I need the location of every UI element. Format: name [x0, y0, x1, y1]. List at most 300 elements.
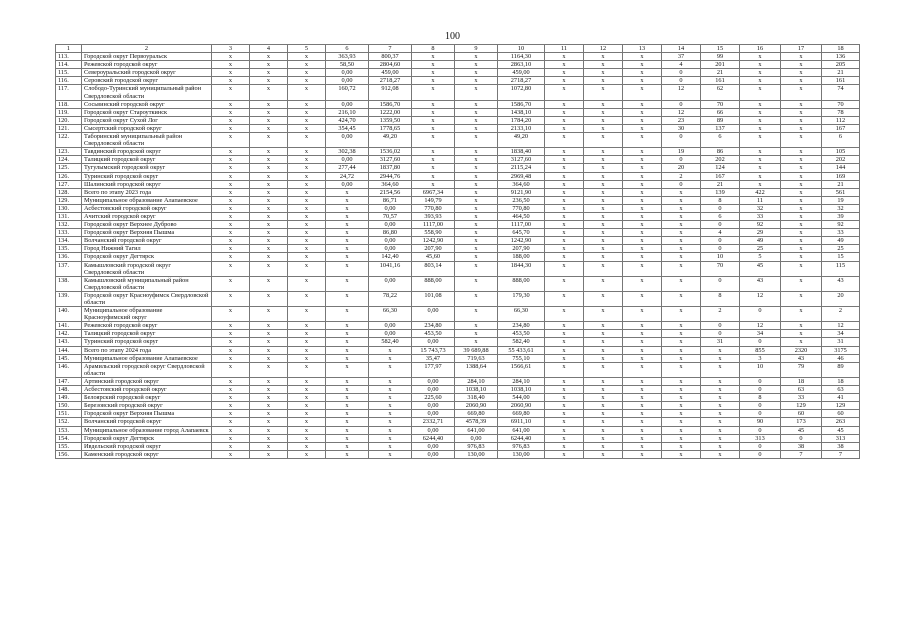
table-cell: 0,00 — [369, 322, 412, 330]
table-cell: x — [701, 394, 740, 402]
table-cell: 38 — [822, 442, 860, 450]
row-number: 135. — [56, 245, 82, 253]
table-cell: 0,00 — [412, 377, 455, 385]
row-number: 150. — [56, 402, 82, 410]
table-cell: 800,37 — [369, 53, 412, 61]
table-cell: x — [740, 61, 781, 69]
column-header: 16 — [740, 45, 781, 53]
table-cell: 167 — [701, 172, 740, 180]
table-cell: x — [212, 53, 250, 61]
table-cell: x — [701, 410, 740, 418]
table-row — [56, 402, 860, 410]
row-number: 125. — [56, 164, 82, 172]
table-cell: 18 — [781, 377, 822, 385]
table-cell: x — [545, 346, 584, 354]
table-cell: x — [412, 85, 455, 100]
table-cell: x — [250, 204, 288, 212]
table-cell: 318,40 — [455, 394, 498, 402]
column-header: 6 — [326, 45, 369, 53]
table-cell: x — [455, 148, 498, 156]
table-cell: 1838,40 — [498, 148, 545, 156]
table-cell: x — [250, 442, 288, 450]
table-cell: x — [326, 394, 369, 402]
row-number: 116. — [56, 77, 82, 85]
table-cell: x — [369, 386, 412, 394]
table-cell: x — [545, 85, 584, 100]
table-cell: x — [288, 124, 326, 132]
table-cell: x — [584, 229, 623, 237]
table-cell: 38 — [781, 442, 822, 450]
table-cell: x — [455, 53, 498, 61]
table-cell: x — [212, 61, 250, 69]
table-cell: 32 — [740, 204, 781, 212]
table-cell: x — [545, 253, 584, 261]
table-cell: x — [662, 221, 701, 229]
table-row — [56, 77, 860, 85]
table-cell: 12 — [740, 291, 781, 306]
table-cell: x — [701, 377, 740, 385]
municipality-name: Город Нижний Тагил — [82, 245, 212, 253]
table-row — [56, 148, 860, 156]
table-cell: x — [584, 156, 623, 164]
table-cell: x — [740, 124, 781, 132]
table-cell: x — [662, 212, 701, 220]
table-cell: x — [326, 212, 369, 220]
table-cell: x — [288, 434, 326, 442]
table-cell: 179,30 — [498, 291, 545, 306]
table-cell: x — [212, 386, 250, 394]
table-cell: 112 — [822, 116, 860, 124]
table-cell: x — [545, 237, 584, 245]
table-cell: x — [781, 172, 822, 180]
table-cell: x — [212, 124, 250, 132]
table-cell: 1566,61 — [498, 362, 545, 377]
row-number: 145. — [56, 354, 82, 362]
table-cell: x — [781, 261, 822, 276]
municipality-name: Сосьвинский городской округ — [82, 100, 212, 108]
table-cell: 160,72 — [326, 85, 369, 100]
table-cell: 29 — [740, 229, 781, 237]
table-cell: x — [250, 450, 288, 458]
table-cell: 284,10 — [498, 377, 545, 385]
table-cell: x — [250, 276, 288, 291]
table-cell: x — [584, 402, 623, 410]
table-cell: 1438,10 — [498, 108, 545, 116]
table-cell: x — [250, 330, 288, 338]
table-cell: 55 433,61 — [498, 346, 545, 354]
table-cell: x — [545, 426, 584, 434]
table-cell: 0,00 — [412, 386, 455, 394]
table-cell: 561 — [822, 188, 860, 196]
table-cell: 888,00 — [498, 276, 545, 291]
table-cell: 78,22 — [369, 291, 412, 306]
table-cell: x — [584, 377, 623, 385]
table-cell: 21 — [701, 69, 740, 77]
table-cell: x — [250, 116, 288, 124]
page-number: 100 — [445, 31, 460, 42]
table-cell: x — [455, 100, 498, 108]
table-cell: 0 — [740, 442, 781, 450]
table-cell: 1586,70 — [498, 100, 545, 108]
table-cell: x — [455, 133, 498, 148]
table-cell: x — [623, 307, 662, 322]
table-cell: 11 — [740, 196, 781, 204]
table-cell: x — [623, 410, 662, 418]
table-cell: x — [623, 442, 662, 450]
table-cell: x — [212, 180, 250, 188]
table-cell: x — [545, 338, 584, 346]
table-cell: x — [662, 253, 701, 261]
table-cell: x — [623, 330, 662, 338]
table-cell: x — [623, 221, 662, 229]
column-header: 13 — [623, 45, 662, 53]
table-cell: x — [623, 362, 662, 377]
table-cell: x — [326, 354, 369, 362]
table-cell: 0,00 — [455, 434, 498, 442]
table-cell: 15 743,73 — [412, 346, 455, 354]
table-cell: x — [412, 53, 455, 61]
table-cell: x — [212, 322, 250, 330]
table-cell: x — [212, 156, 250, 164]
table-cell: 1038,10 — [498, 386, 545, 394]
table-cell: x — [701, 418, 740, 426]
table-cell: x — [369, 377, 412, 385]
table-cell: 0,00 — [326, 156, 369, 164]
table-cell: x — [740, 164, 781, 172]
table-row — [56, 196, 860, 204]
table-cell: x — [545, 53, 584, 61]
municipality-name: Городской округ Дегтярск — [82, 253, 212, 261]
row-number: 143. — [56, 338, 82, 346]
table-cell: 0 — [701, 330, 740, 338]
table-cell: 89 — [701, 116, 740, 124]
column-header: 10 — [498, 45, 545, 53]
row-number: 117. — [56, 85, 82, 100]
table-cell: x — [250, 172, 288, 180]
table-cell: x — [326, 410, 369, 418]
table-cell: x — [412, 108, 455, 116]
table-cell: x — [623, 434, 662, 442]
table-cell: x — [326, 237, 369, 245]
row-number: 121. — [56, 124, 82, 132]
municipality-name: Тавдинский городской округ — [82, 148, 212, 156]
table-cell: 803,14 — [412, 261, 455, 276]
row-number: 142. — [56, 330, 82, 338]
table-cell: x — [288, 261, 326, 276]
table-cell: 354,45 — [326, 124, 369, 132]
table-cell: 129 — [781, 402, 822, 410]
table-cell: 4 — [662, 61, 701, 69]
municipality-name: Слободо-Туринский муниципальный район Свердловской области — [82, 85, 212, 100]
table-cell: x — [545, 261, 584, 276]
municipality-name: Ачитский городской округ — [82, 212, 212, 220]
table-row — [56, 204, 860, 212]
table-cell: x — [781, 77, 822, 85]
table-cell: 0,00 — [326, 180, 369, 188]
table-cell: 33 — [740, 212, 781, 220]
table-cell: x — [584, 237, 623, 245]
column-header: 14 — [662, 45, 701, 53]
table-row — [56, 307, 860, 322]
table-cell: x — [545, 354, 584, 362]
table-cell: 41 — [822, 394, 860, 402]
table-cell: 0 — [662, 69, 701, 77]
table-cell: 0,00 — [369, 276, 412, 291]
table-cell: 130,00 — [455, 450, 498, 458]
row-number: 127. — [56, 180, 82, 188]
table-cell: x — [662, 204, 701, 212]
table-cell: x — [662, 338, 701, 346]
table-cell: 99 — [701, 53, 740, 61]
table-cell: x — [212, 188, 250, 196]
table-cell: 49 — [740, 237, 781, 245]
table-cell: x — [288, 133, 326, 148]
table-cell: 364,60 — [369, 180, 412, 188]
table-cell: x — [212, 346, 250, 354]
table-cell: 7 — [781, 450, 822, 458]
table-cell: x — [545, 172, 584, 180]
table-cell: x — [781, 53, 822, 61]
table-cell: 2115,24 — [498, 164, 545, 172]
table-cell: x — [545, 291, 584, 306]
table-cell: x — [781, 180, 822, 188]
table-cell: x — [545, 362, 584, 377]
table-cell: x — [781, 322, 822, 330]
column-header: 5 — [288, 45, 326, 53]
table-row — [56, 116, 860, 124]
table-cell: x — [584, 53, 623, 61]
table-cell: x — [781, 124, 822, 132]
table-cell: x — [212, 133, 250, 148]
table-cell: x — [584, 212, 623, 220]
table-cell: 0 — [662, 77, 701, 85]
table-cell: 0,00 — [412, 338, 455, 346]
table-cell: 770,80 — [498, 204, 545, 212]
table-row — [56, 245, 860, 253]
table-cell: x — [288, 362, 326, 377]
table-cell: x — [701, 442, 740, 450]
table-cell: x — [545, 148, 584, 156]
table-cell: 558,90 — [412, 229, 455, 237]
municipality-name: Талицкий городской округ — [82, 330, 212, 338]
table-cell: x — [623, 61, 662, 69]
table-cell: x — [288, 410, 326, 418]
table-cell: 422 — [740, 188, 781, 196]
table-cell: x — [781, 229, 822, 237]
table-cell: x — [369, 354, 412, 362]
column-header: 15 — [701, 45, 740, 53]
table-cell: 101,08 — [412, 291, 455, 306]
table-cell: 544,00 — [498, 394, 545, 402]
table-cell: 6244,40 — [498, 434, 545, 442]
table-cell: x — [545, 221, 584, 229]
table-cell: 0 — [781, 434, 822, 442]
table-cell: 21 — [822, 69, 860, 77]
table-cell: x — [326, 276, 369, 291]
table-cell: 70 — [701, 100, 740, 108]
table-cell: x — [455, 156, 498, 164]
table-cell: x — [781, 116, 822, 124]
table-cell: x — [250, 196, 288, 204]
table-cell: x — [412, 124, 455, 132]
table-cell: x — [623, 124, 662, 132]
table-row — [56, 237, 860, 245]
table-cell: x — [250, 307, 288, 322]
table-cell: x — [740, 116, 781, 124]
table-cell: 149,79 — [412, 196, 455, 204]
table-cell: 0 — [740, 450, 781, 458]
table-row — [56, 124, 860, 132]
table-cell: 12 — [662, 85, 701, 100]
table-cell: x — [250, 362, 288, 377]
row-number: 123. — [56, 148, 82, 156]
table-cell: 92 — [740, 221, 781, 229]
table-row — [56, 434, 860, 442]
table-cell: x — [288, 77, 326, 85]
table-cell: 0 — [740, 377, 781, 385]
table-cell: x — [250, 253, 288, 261]
table-cell: x — [412, 100, 455, 108]
table-cell: 20 — [822, 291, 860, 306]
table-cell: 70 — [822, 100, 860, 108]
table-cell: x — [250, 180, 288, 188]
table-cell: x — [455, 172, 498, 180]
table-cell: 6967,34 — [412, 188, 455, 196]
table-cell: x — [545, 276, 584, 291]
table-cell: 34 — [740, 330, 781, 338]
table-cell: 136 — [822, 53, 860, 61]
table-cell: x — [623, 156, 662, 164]
table-cell: x — [455, 253, 498, 261]
table-cell: 0 — [701, 237, 740, 245]
municipality-name: Шалинский городской округ — [82, 180, 212, 188]
table-cell: x — [250, 402, 288, 410]
municipality-name: Камышловский муниципальный район Свердловской области — [82, 276, 212, 291]
table-cell: 1784,20 — [498, 116, 545, 124]
table-cell: x — [412, 133, 455, 148]
table-cell: 31 — [701, 338, 740, 346]
table-cell: x — [623, 229, 662, 237]
table-cell: x — [250, 124, 288, 132]
table-cell: x — [584, 148, 623, 156]
table-cell: x — [623, 69, 662, 77]
table-cell: x — [250, 69, 288, 77]
table-cell: 49,20 — [498, 133, 545, 148]
table-cell: x — [288, 100, 326, 108]
table-cell: x — [326, 253, 369, 261]
row-number: 114. — [56, 61, 82, 69]
table-cell: 459,00 — [369, 69, 412, 77]
table-cell: x — [250, 53, 288, 61]
municipality-name: Артинский городской округ — [82, 377, 212, 385]
municipality-name: Туринский городской округ — [82, 172, 212, 180]
table-cell: x — [455, 307, 498, 322]
table-cell: x — [781, 330, 822, 338]
table-cell: x — [545, 330, 584, 338]
table-cell: x — [545, 61, 584, 69]
table-row — [56, 212, 860, 220]
table-cell: x — [250, 346, 288, 354]
table-cell: x — [584, 180, 623, 188]
table-cell: 19 — [662, 148, 701, 156]
table-cell: x — [326, 442, 369, 450]
table-cell: x — [623, 85, 662, 100]
municipality-name: Арамильский городской округ Свердловской области — [82, 362, 212, 377]
table-cell: x — [781, 212, 822, 220]
table-cell: x — [781, 307, 822, 322]
table-cell: 49,20 — [369, 133, 412, 148]
table-cell: 21 — [701, 180, 740, 188]
table-cell: x — [250, 426, 288, 434]
table-cell: x — [623, 346, 662, 354]
table-cell: 0,00 — [369, 237, 412, 245]
municipality-name: Городской округ Красноуфимск Свердловской области — [82, 291, 212, 306]
table-cell: 0 — [740, 386, 781, 394]
column-header: 12 — [584, 45, 623, 53]
table-cell: x — [545, 410, 584, 418]
table-cell: x — [584, 124, 623, 132]
table-cell: x — [662, 386, 701, 394]
table-cell: x — [701, 450, 740, 458]
table-cell: x — [326, 196, 369, 204]
table-cell: 2969,48 — [498, 172, 545, 180]
table-cell: x — [369, 362, 412, 377]
table-cell: 393,93 — [412, 212, 455, 220]
table-cell: 25 — [822, 245, 860, 253]
table-cell: x — [326, 204, 369, 212]
table-cell: x — [288, 229, 326, 237]
municipality-name: Тугулымский городской округ — [82, 164, 212, 172]
row-number: 118. — [56, 100, 82, 108]
table-cell: x — [623, 196, 662, 204]
table-cell: 12 — [740, 322, 781, 330]
table-cell: x — [326, 377, 369, 385]
table-cell: x — [740, 53, 781, 61]
table-cell: 124 — [701, 164, 740, 172]
table-cell: x — [412, 77, 455, 85]
table-cell: x — [662, 402, 701, 410]
row-number: 130. — [56, 204, 82, 212]
municipality-name: Городской округ Сухой Лог — [82, 116, 212, 124]
row-number: 151. — [56, 410, 82, 418]
table-cell: x — [545, 307, 584, 322]
table-row — [56, 330, 860, 338]
table-cell: 669,80 — [455, 410, 498, 418]
table-cell: x — [584, 77, 623, 85]
table-row — [56, 346, 860, 354]
table-cell: x — [545, 180, 584, 188]
table-row — [56, 442, 860, 450]
table-cell: x — [288, 346, 326, 354]
table-cell: 641,00 — [498, 426, 545, 434]
table-cell: x — [545, 245, 584, 253]
table-cell: 79 — [781, 362, 822, 377]
row-number: 136. — [56, 253, 82, 261]
table-cell: 0,00 — [369, 204, 412, 212]
table-cell: 2154,56 — [369, 188, 412, 196]
table-cell: x — [369, 394, 412, 402]
table-cell: 90 — [740, 418, 781, 426]
table-cell: x — [288, 322, 326, 330]
table-row — [56, 100, 860, 108]
table-cell: 0 — [701, 245, 740, 253]
table-cell: x — [701, 386, 740, 394]
table-cell: 0,00 — [326, 133, 369, 148]
table-cell: x — [545, 124, 584, 132]
table-cell: x — [781, 196, 822, 204]
municipality-name: Североуральский городской округ — [82, 69, 212, 77]
table-cell: 3175 — [822, 346, 860, 354]
